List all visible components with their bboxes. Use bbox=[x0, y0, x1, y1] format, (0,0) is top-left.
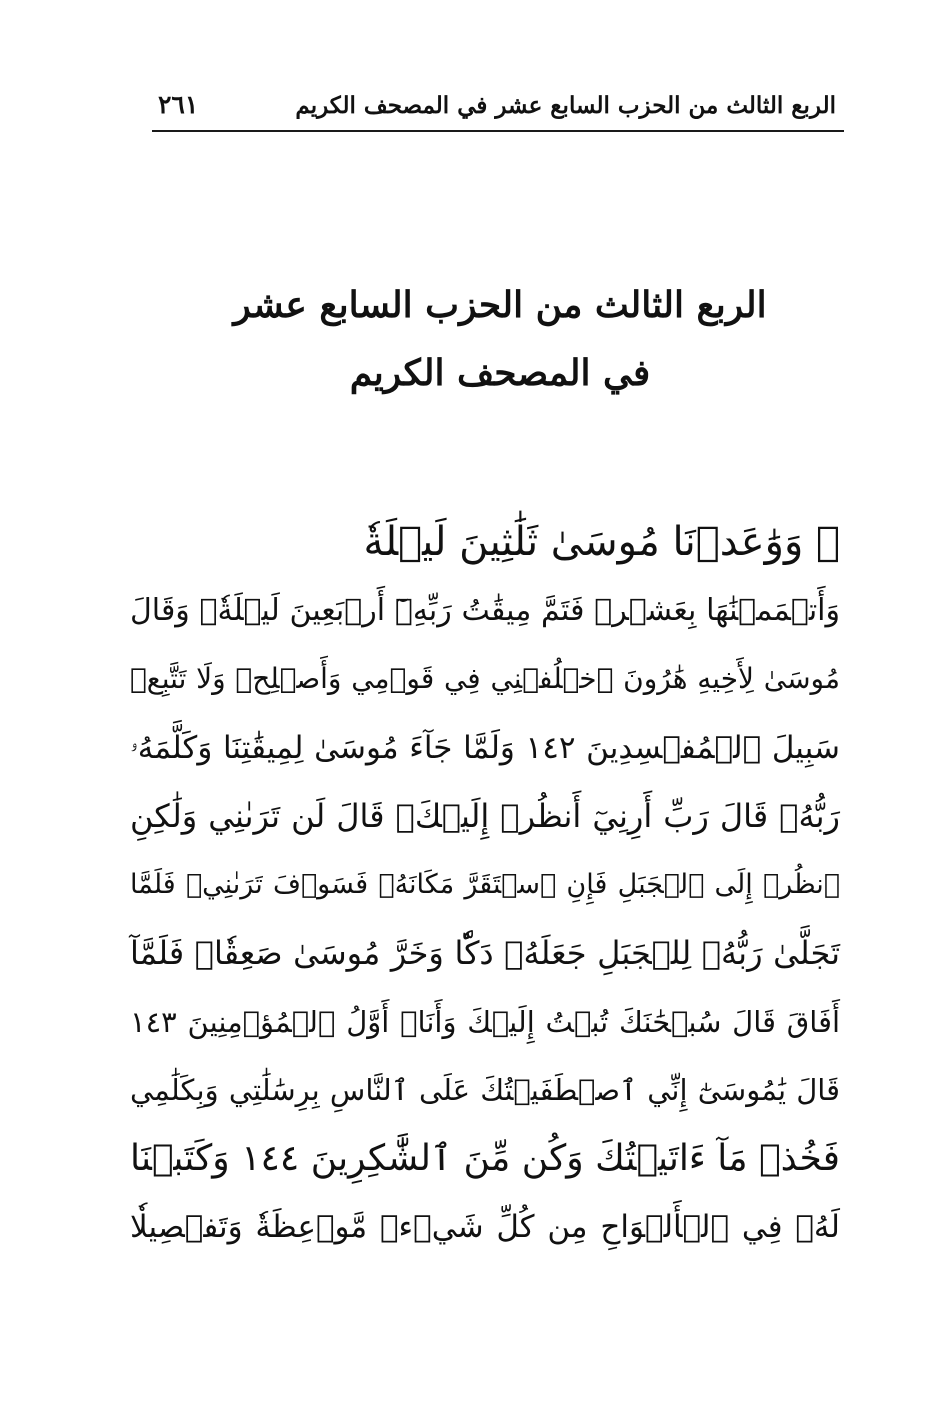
section-heading-line-1: الربع الثالث من الحزب السابع عشر bbox=[233, 284, 767, 326]
page-number: ٢٦١ bbox=[158, 90, 199, 119]
running-header-title: الربع الثالث من الحزب السابع عشر في المصحف الكريم bbox=[295, 92, 836, 119]
verse-line-8: أَفَاقَ قَالَ سُبۡحَٰنَكَ تُبۡتُ إِلَيۡكَ وَأَنَا۠ أَوَّلُ ٱلۡمُؤۡمِنِينَ ١٤٣ bbox=[130, 1004, 840, 1039]
verse-line-6: ٱنظُرۡ إِلَى ٱلۡجَبَلِ فَإِنِ ٱسۡتَقَرَّ مَكَانَهُۥ فَسَوۡفَ تَرَىٰنِيۚ فَلَمَّا bbox=[130, 868, 840, 900]
verse-line-2: وَأَتۡمَمۡنَٰهَا بِعَشۡرٖ فَتَمَّ مِيقَٰتُ رَبِّهِۦٓ أَرۡبَعِينَ لَيۡلَةٗۚ وَقَالَ bbox=[130, 592, 840, 628]
running-header bbox=[152, 88, 844, 128]
verse-line-10: فَخُذۡ مَآ ءَاتَيۡتُكَ وَكُن مِّنَ ٱلشَّٰكِرِينَ ١٤٤ وَكَتَبۡنَا bbox=[130, 1137, 840, 1179]
verse-line-9: قَالَ يَٰمُوسَىٰٓ إِنِّي ٱصۡطَفَيۡتُكَ عَلَى ٱلنَّاسِ بِرِسَٰلَٰتِي وَبِكَلَٰمِي bbox=[130, 1073, 840, 1107]
quran-text-block bbox=[130, 508, 840, 1262]
verse-line-11: لَهُۥ فِي ٱلۡأَلۡوَاحِ مِن كُلِّ شَيۡءٖ مَّوۡعِظَةٗ وَتَفۡصِيلٗا bbox=[130, 1209, 840, 1245]
verse-line-5: رَبُّهُۥ قَالَ رَبِّ أَرِنِيٓ أَنظُرۡ إِلَيۡكَۚ قَالَ لَن تَرَىٰنِي وَلَٰكِنِ bbox=[130, 797, 840, 835]
verse-line-4: سَبِيلَ ٱلۡمُفۡسِدِينَ ١٤٢ وَلَمَّا جَآءَ مُوسَىٰ لِمِيقَٰتِنَا وَكَلَّمَهُۥ bbox=[130, 729, 840, 766]
verse-line-3: مُوسَىٰ لِأَخِيهِ هَٰرُونَ ٱخۡلُفۡنِي فِي قَوۡمِي وَأَصۡلِحۡ وَلَا تَتَّبِعۡ bbox=[130, 662, 840, 695]
section-heading-line-2: في المصحف الكريم bbox=[349, 352, 651, 394]
verse-line-7: تَجَلَّىٰ رَبُّهُۥ لِلۡجَبَلِ جَعَلَهُۥ دَكّٗا وَخَرَّ مُوسَىٰ صَعِقٗاۚ فَلَمَّآ bbox=[130, 934, 840, 972]
verse-line-1: ۞ وَوَٰعَدۡنَا مُوسَىٰ ثَلَٰثِينَ لَيۡلَةٗ bbox=[363, 519, 840, 565]
header-rule bbox=[152, 130, 844, 132]
